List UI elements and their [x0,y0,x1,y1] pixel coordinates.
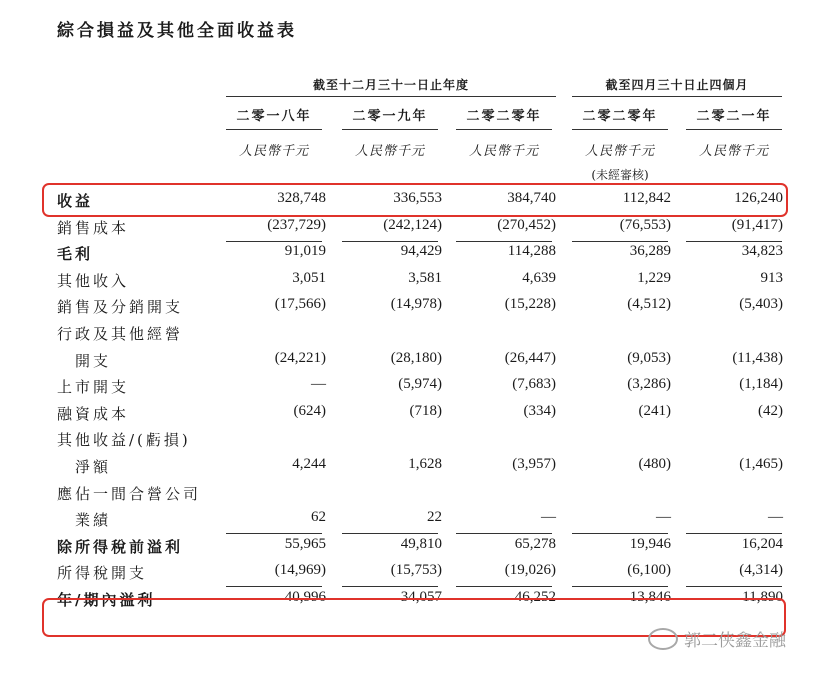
header-unit-1: 人民幣千元 [354,144,425,159]
row-value: (7,683) [512,376,556,393]
row-value: (4,314) [739,562,783,579]
row-value: (91,417) [731,216,783,233]
row-value: (5,403) [739,296,783,313]
row-value: 36,289 [629,243,671,260]
row-value: (17,566) [274,296,326,313]
header-year-3: 二零二零年 [572,107,668,130]
row-value: (624) [293,402,326,419]
row-label: 融資成本 [57,404,130,423]
row-value: (6,100) [627,562,671,579]
row-value: 34,057 [400,589,442,605]
row-label: 收益 [57,192,94,210]
row-value: 55,965 [284,535,326,552]
row-label: 除所得稅前溢利 [57,537,184,556]
row-value: — [656,509,671,526]
row-value: 62 [311,509,326,526]
row-value: 13,846 [629,589,671,605]
header-year-0: 二零一八年 [226,107,322,130]
row-label: 業績 [75,511,112,530]
row-value: 19,946 [629,535,671,552]
row-value: 65,278 [514,535,556,552]
row-value: 34,823 [741,243,783,260]
row-value: 11,890 [742,589,783,605]
row-value: 91,019 [284,243,326,260]
header-year-2: 二零二零年 [456,107,552,130]
row-value: — [768,509,783,526]
row-value: (718) [409,402,442,419]
row-value: (1,465) [739,456,783,472]
row-value: (14,969) [274,562,326,579]
row-value: 3,581 [408,269,442,286]
row-value: 336,553 [393,190,442,206]
row-value: (270,452) [497,216,556,233]
row-value: (4,512) [627,296,671,313]
row-value: (237,729) [267,216,326,233]
watermark [648,626,786,652]
row-value: (3,286) [627,376,671,393]
row-value: (28,180) [390,349,442,366]
row-value: (5,974) [398,376,442,393]
row-value: 1,628 [408,456,442,472]
row-value: 1,229 [637,269,671,286]
row-label: 毛利 [57,245,94,264]
row-value: (241) [638,402,671,419]
header-year-4: 二零二一年 [686,107,782,130]
row-value: (26,447) [504,349,556,366]
row-label: 淨額 [75,458,112,476]
row-value: 4,244 [292,456,326,472]
subtotal-rule [686,533,782,534]
row-label: 年/期內溢利 [57,591,156,609]
subtotal-rule [342,533,438,534]
row-value: (15,228) [504,296,556,313]
row-value: 4,639 [522,269,556,286]
row-value: 328,748 [277,190,326,206]
subtotal-rule [456,586,552,587]
row-value: 49,810 [400,535,442,552]
row-label: 開支 [75,351,112,370]
row-value: (14,978) [390,296,442,313]
watermark-text: 郭二侠鑫金融 [684,631,786,651]
row-label: 行政及其他經營 [57,325,184,343]
row-label: 其他收入 [57,271,130,290]
row-value: (9,053) [627,349,671,366]
revenue-highlight [42,183,788,217]
row-value: (19,026) [504,562,556,579]
row-value: 3,051 [292,269,326,286]
subtotal-rule [686,586,782,587]
row-label: 其他收益/(虧損) [57,431,191,450]
header-group-four-months: 截至四月三十日止四個月 [572,76,782,97]
header-group-year-ended: 截至十二月三十一日止年度 [226,76,556,97]
subtotal-rule [342,241,438,242]
header-year-1: 二零一九年 [342,107,438,130]
row-value: 94,429 [400,243,442,260]
row-value: 126,240 [734,190,783,206]
statement-title: 綜合損益及其他全面收益表 [57,21,297,41]
row-value: (242,124) [383,216,442,233]
row-value: — [541,509,556,526]
subtotal-rule [572,586,668,587]
subtotal-rule [572,241,668,242]
subtotal-rule [686,241,782,242]
row-value: (42) [758,402,783,419]
wechat-bubble-icon [648,628,678,650]
row-label: 銷售及分銷開支 [57,298,184,317]
subtotal-rule [226,586,322,587]
header-unit-0: 人民幣千元 [238,144,309,159]
row-value: — [311,376,326,393]
row-value: (15,753) [390,562,442,579]
subtotal-rule [456,241,552,242]
unaudited-note: (未經審核) [591,168,649,182]
row-label: 上市開支 [57,378,130,397]
header-unit-2: 人民幣千元 [468,144,539,159]
subtotal-rule [342,586,438,587]
subtotal-rule [226,241,322,242]
row-value: 16,204 [741,535,783,552]
row-value: (24,221) [274,349,326,366]
subtotal-rule [572,533,668,534]
subtotal-rule [456,533,552,534]
row-value: 913 [760,269,783,286]
header-unit-3: 人民幣千元 [584,144,655,159]
row-label: 應佔一間合營公司 [57,484,202,503]
row-value: 384,740 [507,190,556,206]
row-value: (1,184) [739,376,783,393]
row-value: (334) [523,402,556,419]
row-value: (11,438) [732,349,783,366]
row-value: 114,288 [507,243,556,260]
row-value: 46,252 [514,589,556,605]
row-value: 22 [427,509,442,526]
row-value: (76,553) [619,216,671,233]
row-value: (3,957) [512,456,556,472]
subtotal-rule [226,533,322,534]
row-value: 40,996 [284,589,326,605]
row-label: 銷售成本 [57,218,130,237]
row-value: 112,842 [622,190,671,206]
row-value: (480) [638,456,671,472]
row-label: 所得稅開支 [57,564,148,583]
header-unit-4: 人民幣千元 [698,144,769,159]
